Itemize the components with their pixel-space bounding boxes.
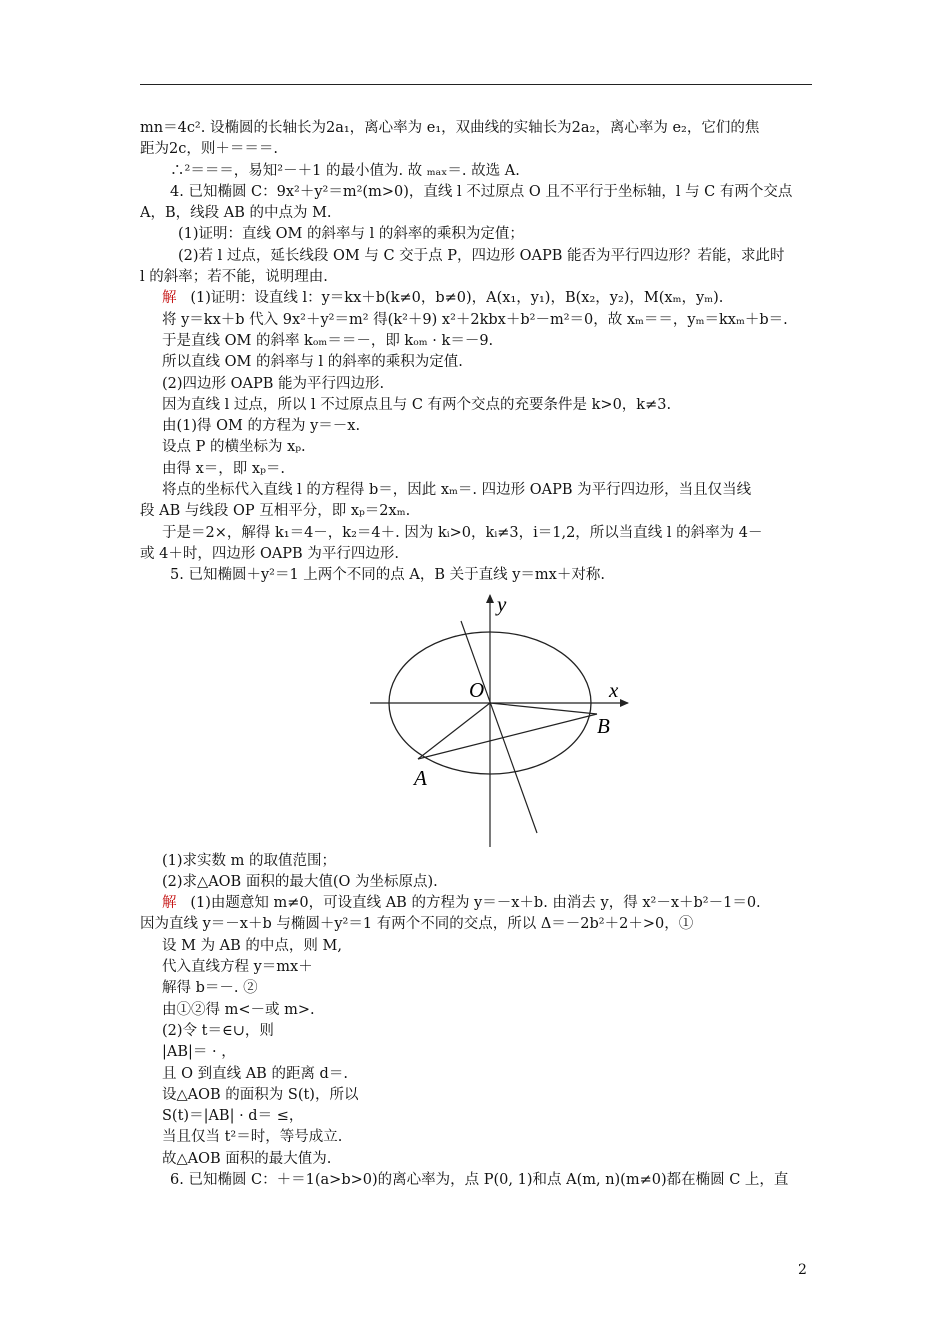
text-line: 设△AOB 的面积为 S(t)，所以 [162, 1086, 359, 1103]
text-line: 由得 x＝，即 xₚ＝. [162, 460, 285, 477]
text-line: ∴²＝＝＝，易知²－＋1 的最小值为. 故 ₘₐₓ＝. 故选 A. [170, 162, 520, 179]
solution-marker: 解 [162, 290, 177, 307]
text-line: 由①②得 m<－或 m>. [162, 1001, 315, 1018]
text-line: |AB|＝ · ， [162, 1044, 236, 1061]
text-line: 且 O 到直线 AB 的距离 d＝. [162, 1065, 348, 1082]
segment-oa [418, 703, 490, 759]
text-line: 段 AB 与线段 OP 互相平分，即 xₚ＝2xₘ. [140, 503, 411, 520]
text-line: (1)求实数 m 的取值范围； [162, 852, 337, 869]
text-line: 故△AOB 面积的最大值为. [162, 1150, 332, 1167]
text-line: (2)四边形 OAPB 能为平行四边形. [162, 375, 385, 392]
text-line: (2)令 t＝∈∪，则 [162, 1022, 274, 1039]
label-point-a: A [414, 765, 427, 790]
page-content [140, 118, 812, 1191]
label-origin: O [469, 677, 485, 702]
text-line: 距为2c，则＋＝＝＝. [140, 141, 278, 158]
page-number: 2 [798, 1262, 807, 1278]
problem-6: 6. 已知椭圆 C：＋＝1(a>b>0)的离心率为，点 P(0, 1)和点 A(m, n)(m≠0)都在椭圆 C 上，直 [170, 1171, 789, 1188]
label-point-b: B [597, 713, 610, 738]
text-line: mn＝4c². 设椭圆的长轴长为2a₁，离心率为 e₁，双曲线的实轴长为2a₂，离心率为 e₂，它们的焦 [140, 120, 760, 136]
text-line: (2)求△AOB 面积的最大值(O 为坐标原点). [162, 873, 438, 890]
text-line: 解得 b＝－. ② [162, 980, 258, 997]
text-line: S(t)＝|AB| · d＝ ≤， [162, 1108, 304, 1125]
problem-4: 4. 已知椭圆 C：9x²＋y²＝m²(m>0)，直线 l 不过原点 O 且不平行于坐标轴，l 与 C 有两个交点 [170, 183, 793, 200]
text-line: A，B，线段 AB 的中点为 M. [140, 205, 332, 222]
text-line: 于是＝2×，解得 k₁＝4－，k₂＝4＋. 因为 kᵢ>0，kᵢ≠3，i＝1,2，所以当直线 l 的斜率为 4－ [162, 524, 763, 541]
ellipse-figure [140, 591, 812, 849]
text-line: (1)证明：直线 OM 的斜率与 l 的斜率的乘积为定值； [178, 226, 524, 243]
text-line: l 的斜率；若不能，说明理由. [140, 269, 328, 286]
header-rule [140, 84, 812, 85]
solution-marker: 解 [162, 895, 177, 912]
text-line: 或 4＋时，四边形 OAPB 为平行四边形. [140, 545, 399, 562]
text-line: (2)若 l 过点，延长线段 OM 与 C 交于点 P，四边形 OAPB 能否为平行四边形？若能，求此时 [178, 247, 785, 264]
text-line: 于是直线 OM 的斜率 kₒₘ＝＝－，即 kₒₘ · k＝－9. [162, 332, 494, 349]
text-line: 将点的坐标代入直线 l 的方程得 b＝，因此 xₘ＝. 四边形 OAPB 为平行四边形，当且仅当线 [162, 482, 752, 499]
text-line: 设 M 为 AB 的中点，则 M, [162, 937, 342, 954]
label-x: x [609, 677, 619, 702]
label-y: y [497, 591, 507, 616]
text-line: 由(1)得 OM 的方程为 y＝－x. [162, 418, 361, 435]
ellipse-diagram [370, 591, 640, 849]
text-line: 因为直线 l 过点，所以 l 不过原点且与 C 有两个交点的充要条件是 k>0，k≠3. [162, 396, 672, 413]
text-line: 当且仅当 t²＝时，等号成立. [162, 1129, 343, 1146]
solution-5: 解 (1)由题意知 m≠0，可设直线 AB 的方程为 y＝－x＋b. 由消去 y，得 x²－x＋b²－1＝0. [162, 895, 761, 912]
text-line: 将 y＝kx＋b 代入 9x²＋y²＝m² 得(k²＋9) x²＋2kbx＋b²－m²＝0，故 xₘ＝＝，yₘ＝kxₘ＋b＝. [162, 311, 788, 328]
problem-5: 5. 已知椭圆＋y²＝1 上两个不同的点 A，B 关于直线 y＝mx＋对称. [170, 567, 605, 584]
text-line: 代入直线方程 y＝mx＋ [162, 959, 313, 976]
segment-ob [490, 703, 597, 714]
text-line: 因为直线 y＝－x＋b 与椭圆＋y²＝1 有两个不同的交点，所以 Δ＝－2b²＋2＋>0，① [140, 916, 694, 933]
symmetry-line [461, 621, 537, 833]
text-line: 设点 P 的横坐标为 xₚ. [162, 439, 306, 456]
text-line: 所以直线 OM 的斜率与 l 的斜率的乘积为定值. [162, 354, 463, 371]
solution-4: 解 (1)证明：设直线 l：y＝kx＋b(k≠0，b≠0)，A(x₁，y₁)，B(x₂，y₂)，M(xₘ，yₘ). [162, 290, 724, 307]
